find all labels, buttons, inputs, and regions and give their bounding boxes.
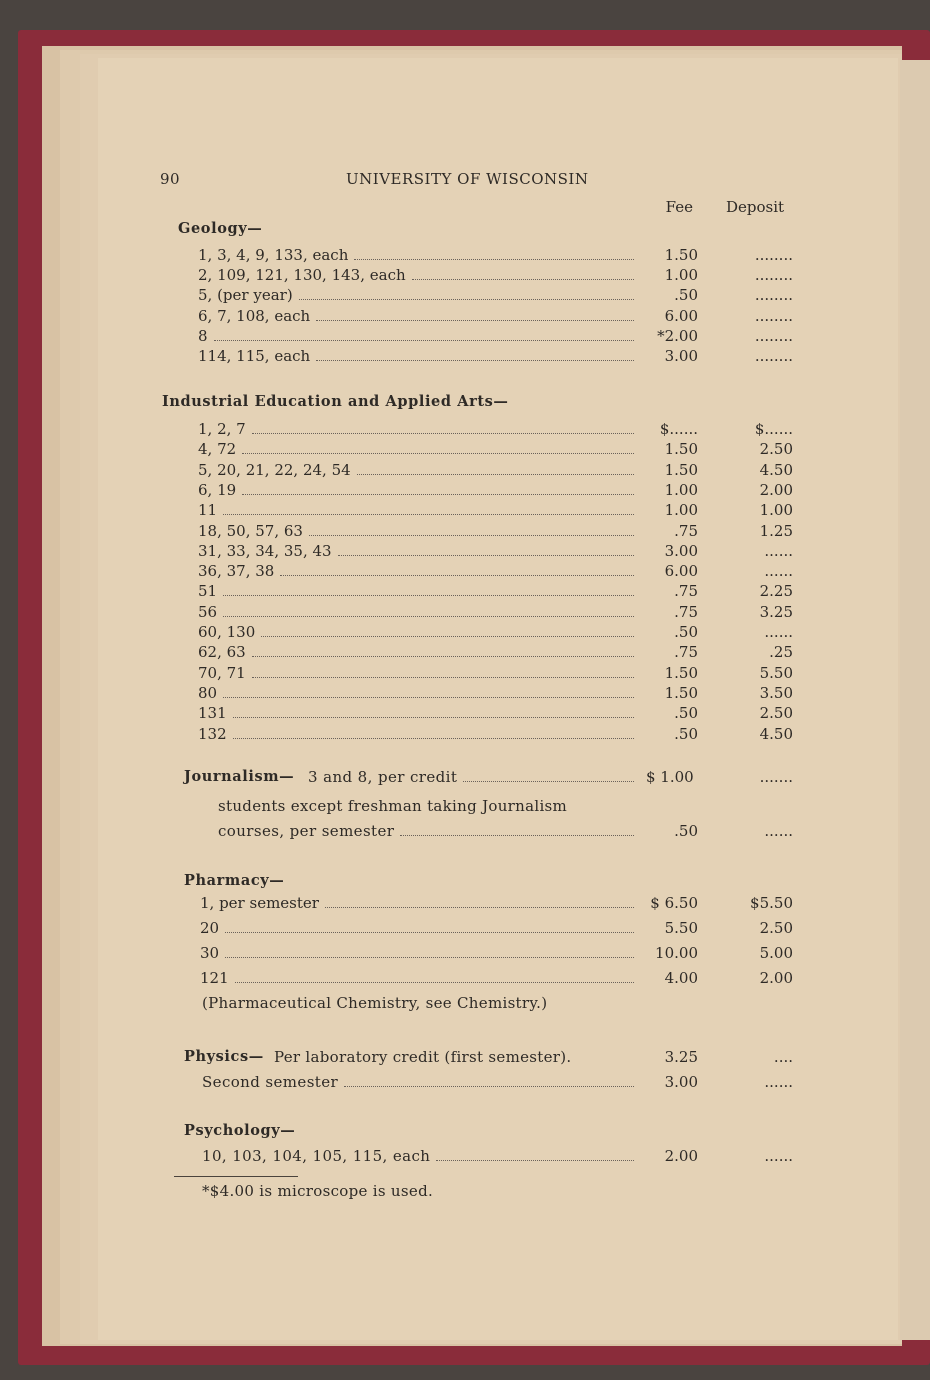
dot-leader: [309, 534, 634, 536]
deposit-value: $......: [754, 420, 793, 438]
table-row: [198, 501, 638, 521]
section-heading-physics: Physics—: [184, 1048, 264, 1065]
dot-leader: [252, 676, 634, 678]
fee-value: 1.50: [664, 460, 698, 479]
deposit-value: 2.00: [759, 480, 793, 499]
table-row: [200, 894, 638, 914]
row-label: 3 and 8, per credit: [308, 768, 458, 786]
dot-leader: [354, 258, 634, 260]
deposit-value: 2.25: [759, 582, 793, 601]
row-label: 10, 103, 104, 105, 115, each: [202, 1147, 431, 1165]
fee-value: *2.00: [657, 326, 698, 345]
table-row: [308, 768, 638, 788]
table-row: [200, 919, 638, 939]
section-heading-psychology: Psychology—: [184, 1122, 296, 1139]
fee-value: 1.50: [664, 246, 698, 264]
fee-value: $ 6.50: [650, 894, 698, 912]
fee-value: .75: [674, 582, 698, 601]
dot-leader: [412, 278, 634, 280]
fee-value: 3.25: [664, 1048, 698, 1066]
running-title: UNIVERSITY OF WISCONSIN: [346, 170, 589, 188]
row-label: 131: [198, 704, 227, 723]
row-label: 31, 33, 34, 35, 43: [198, 541, 332, 560]
dot-leader: [400, 834, 634, 836]
journalism-note: students except freshman taking Journalism: [218, 797, 568, 815]
pharmacy-note: (Pharmaceutical Chemistry, see Chemistry.): [202, 994, 548, 1012]
next-page-edge: [900, 60, 930, 1340]
fee-value: 2.00: [664, 1147, 698, 1165]
fee-value: 5.50: [664, 919, 698, 937]
fee-value: 1.00: [664, 501, 698, 520]
table-row: [200, 969, 638, 989]
deposit-value: 2.50: [759, 919, 793, 937]
footnote: *$4.00 is microscope is used.: [202, 1182, 434, 1200]
dot-leader: [436, 1159, 634, 1161]
fee-value: .50: [674, 623, 698, 641]
table-row: [198, 582, 638, 602]
table-row: [198, 684, 638, 704]
deposit-value: 1.25: [759, 521, 793, 540]
table-row: [198, 481, 638, 501]
fee-value: 1.50: [664, 440, 698, 459]
deposit-value: ......: [764, 623, 793, 641]
table-row: [198, 327, 638, 347]
deposit-value: $5.50: [750, 894, 793, 912]
fee-value: 3.00: [664, 1073, 698, 1091]
table-row: [198, 286, 638, 306]
fee-value: 1.50: [664, 683, 698, 702]
table-row: [198, 440, 638, 460]
deposit-value: ........: [754, 286, 793, 305]
fee-value: 1.00: [664, 480, 698, 499]
row-label: 62, 63: [198, 643, 246, 662]
row-label: 1, per semester: [200, 894, 319, 912]
table-row: [198, 347, 638, 367]
fee-value: .75: [674, 643, 698, 662]
row-label: 20: [200, 919, 220, 937]
deposit-column-header: Deposit: [726, 198, 785, 216]
fee-value: 6.00: [664, 562, 698, 581]
table-row: [202, 1147, 638, 1167]
dot-leader: [223, 513, 634, 515]
row-label: 11: [198, 501, 218, 520]
fee-value: $ 1.00: [646, 768, 694, 786]
deposit-value: ........: [754, 306, 793, 325]
table-row: [198, 420, 638, 440]
deposit-value: .25: [769, 643, 793, 662]
deposit-value: 3.25: [759, 602, 793, 621]
deposit-value: ........: [754, 246, 793, 264]
fee-column-header: Fee: [665, 198, 693, 216]
table-row: [198, 542, 638, 562]
table-row: [198, 643, 638, 663]
row-label: 8: [198, 326, 208, 345]
dot-leader: [338, 554, 634, 556]
row-label: 2, 109, 121, 130, 143, each: [198, 266, 406, 285]
physics-line: Per laboratory credit (first semester).: [274, 1048, 572, 1066]
fee-value: 4.00: [664, 969, 698, 987]
dot-leader: [242, 493, 634, 495]
fee-value: 3.00: [664, 347, 698, 365]
row-label: 5, 20, 21, 22, 24, 54: [198, 460, 351, 479]
fee-value: 10.00: [655, 944, 698, 962]
deposit-value: 5.50: [759, 663, 793, 682]
table-row: [198, 522, 638, 542]
row-label: 18, 50, 57, 63: [198, 521, 303, 540]
deposit-value: ........: [754, 326, 793, 345]
deposit-value: .......: [759, 768, 793, 786]
deposit-value: ....: [773, 1048, 793, 1066]
fee-value: 3.00: [664, 541, 698, 560]
footnote-rule: [174, 1176, 298, 1177]
page-number: 90: [160, 170, 181, 188]
row-label: 5, (per year): [198, 286, 293, 305]
dot-leader: [233, 737, 634, 739]
dot-leader: [316, 359, 634, 361]
table-row: [218, 822, 638, 842]
table-row: [198, 603, 638, 623]
book-page: [98, 58, 898, 1340]
row-label: 1, 3, 4, 9, 133, each: [198, 246, 349, 264]
fee-value: 6.00: [664, 306, 698, 325]
fee-value: .50: [674, 286, 698, 305]
fee-value: .50: [674, 724, 698, 743]
fee-value: .75: [674, 602, 698, 621]
table-row: [200, 944, 638, 964]
deposit-value: ........: [754, 347, 793, 365]
row-label: 80: [198, 683, 218, 702]
row-label: Second semester: [202, 1073, 339, 1091]
deposit-value: 4.50: [759, 724, 793, 743]
deposit-value: ......: [764, 1073, 793, 1091]
dot-leader: [261, 635, 634, 637]
dot-leader: [280, 574, 634, 576]
dot-leader: [223, 696, 634, 698]
deposit-value: 3.50: [759, 683, 793, 702]
row-label: 1, 2, 7: [198, 420, 246, 438]
table-row: [198, 623, 638, 643]
row-label: 132: [198, 724, 227, 743]
deposit-value: ......: [764, 1147, 793, 1165]
dot-leader: [252, 655, 634, 657]
dot-leader: [223, 615, 634, 617]
row-label: 36, 37, 38: [198, 562, 275, 581]
row-label: courses, per semester: [218, 822, 395, 840]
deposit-value: 2.50: [759, 440, 793, 459]
row-label: 70, 71: [198, 663, 246, 682]
section-heading-journalism: Journalism—: [184, 768, 295, 785]
table-row: [198, 461, 638, 481]
row-label: 4, 72: [198, 440, 237, 459]
dot-leader: [325, 906, 634, 908]
deposit-value: ......: [764, 562, 793, 581]
row-label: 56: [198, 602, 218, 621]
fee-value: 1.00: [664, 266, 698, 285]
dot-leader: [225, 956, 634, 958]
deposit-value: ......: [764, 541, 793, 560]
dot-leader: [357, 473, 634, 475]
dot-leader: [316, 319, 634, 321]
dot-leader: [223, 594, 634, 596]
deposit-value: ........: [754, 266, 793, 285]
dot-leader: [299, 298, 634, 300]
dot-leader: [242, 452, 634, 454]
deposit-value: 1.00: [759, 501, 793, 520]
deposit-value: 2.00: [759, 969, 793, 987]
table-row: [198, 246, 638, 266]
deposit-value: ......: [764, 822, 793, 840]
dot-leader: [233, 716, 634, 718]
row-label: 60, 130: [198, 623, 256, 641]
fee-value: 1.50: [664, 663, 698, 682]
fee-value: .50: [674, 822, 698, 840]
table-row: [198, 704, 638, 724]
row-label: 121: [200, 969, 229, 987]
table-row: [202, 1073, 638, 1093]
section-heading-industrial-education: Industrial Education and Applied Arts—: [162, 393, 509, 410]
deposit-value: 5.00: [759, 944, 793, 962]
fee-value: .75: [674, 521, 698, 540]
dot-leader: [214, 339, 634, 341]
table-row: [198, 725, 638, 745]
deposit-value: 2.50: [759, 704, 793, 723]
row-label: 6, 7, 108, each: [198, 306, 311, 325]
table-row: [198, 307, 638, 327]
row-label: 6, 19: [198, 480, 237, 499]
fee-value: .50: [674, 704, 698, 723]
dot-leader: [225, 931, 634, 933]
dot-leader: [344, 1085, 634, 1087]
row-label: 51: [198, 582, 218, 601]
section-heading-pharmacy: Pharmacy—: [184, 872, 285, 889]
row-label: 30: [200, 944, 220, 962]
dot-leader: [235, 981, 634, 983]
row-label: 114, 115, each: [198, 347, 311, 365]
section-heading-geology: Geology—: [178, 220, 263, 237]
table-row: [198, 562, 638, 582]
dot-leader: [252, 432, 634, 434]
deposit-value: 4.50: [759, 460, 793, 479]
fee-value: $......: [659, 420, 698, 438]
table-row: [198, 266, 638, 286]
table-row: [198, 664, 638, 684]
dot-leader: [463, 780, 634, 782]
